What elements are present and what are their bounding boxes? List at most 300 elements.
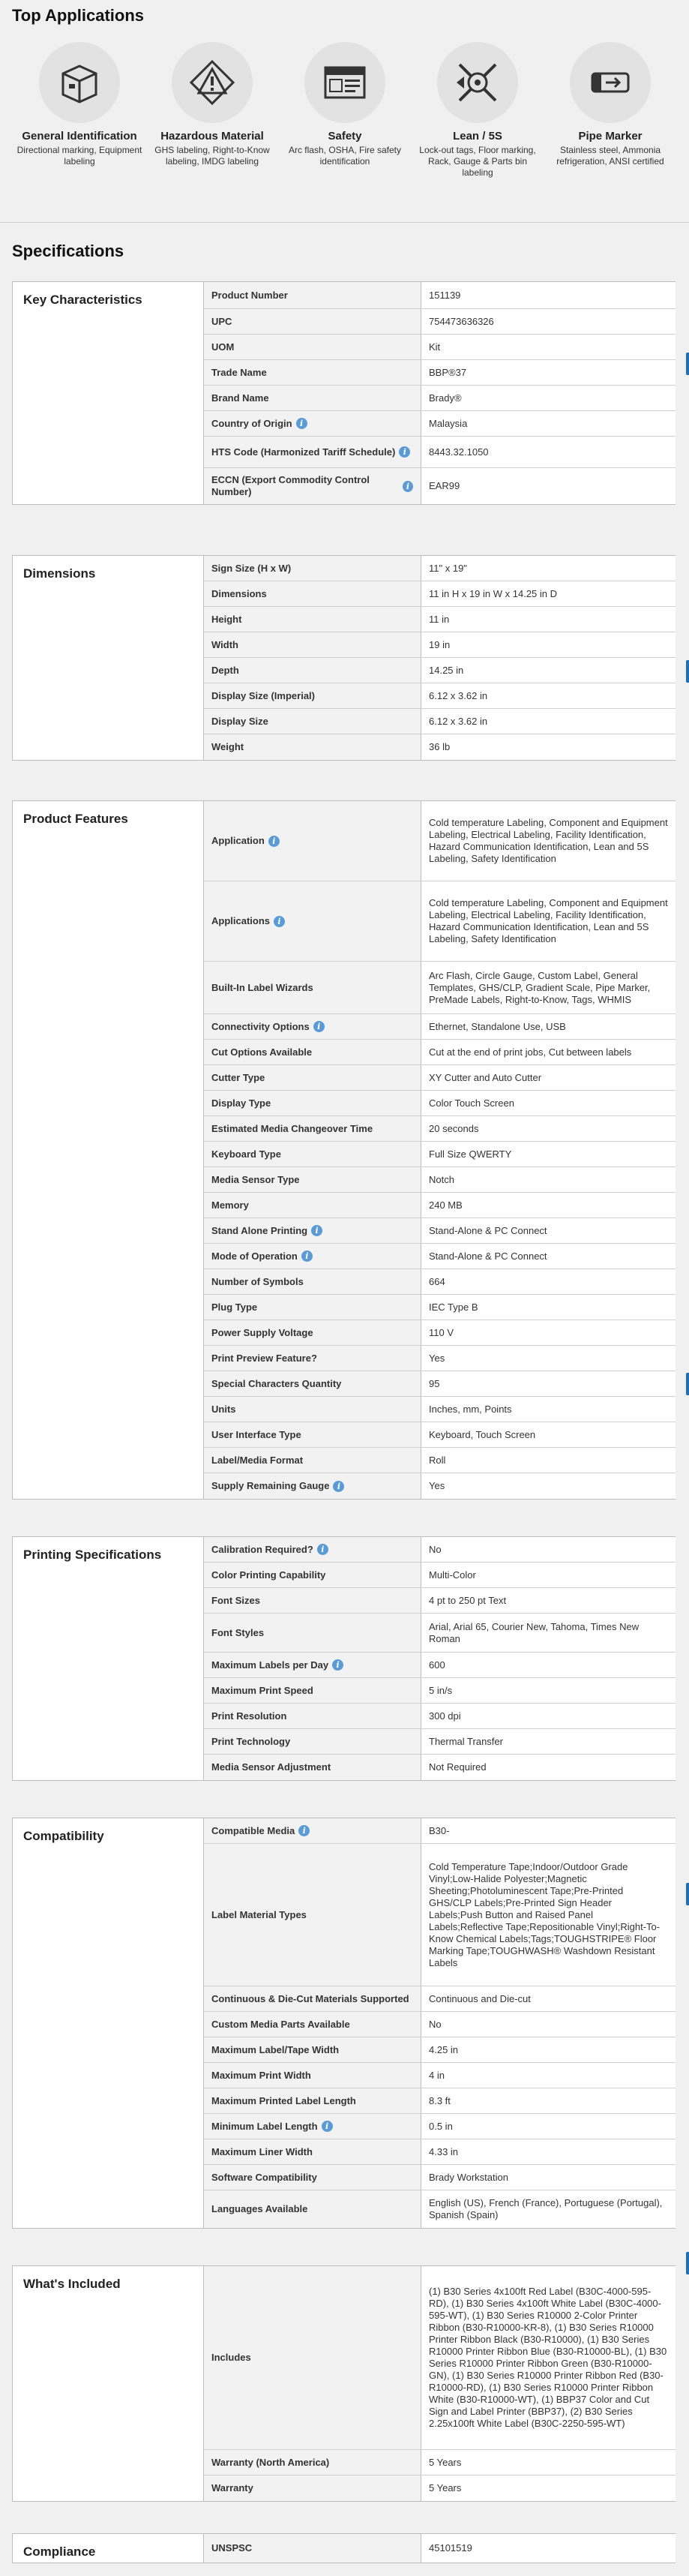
spec-label: Minimum Label Length xyxy=(211,2120,318,2132)
spec-value: 0.5 in xyxy=(421,2114,676,2139)
spec-value: 11" x 19" xyxy=(421,556,676,581)
spec-label: Continuous & Die-Cut Materials Supported xyxy=(211,1992,409,2004)
feedback-side-tab[interactable] xyxy=(686,353,689,375)
box-icon xyxy=(39,42,120,123)
info-icon[interactable]: i xyxy=(296,418,307,429)
spec-row xyxy=(204,1371,676,1397)
spec-row xyxy=(204,1397,676,1422)
spec-label-cell xyxy=(204,1014,421,1039)
spec-table xyxy=(203,2534,676,2562)
spec-value: 664 xyxy=(421,1269,676,1294)
spec-label-cell xyxy=(204,2190,421,2228)
spec-label-cell xyxy=(204,1167,421,1192)
spec-value: 300 dpi xyxy=(421,1704,676,1728)
spec-row xyxy=(204,683,676,709)
spec-label: Warranty xyxy=(211,2482,253,2493)
spec-label-cell xyxy=(204,1448,421,1473)
spec-section xyxy=(12,555,676,761)
divider xyxy=(0,222,689,223)
spec-section xyxy=(12,1818,676,2229)
spec-row xyxy=(204,309,676,335)
info-icon[interactable]: i xyxy=(274,916,285,927)
spec-label-cell xyxy=(204,2475,421,2501)
spec-label: Includes xyxy=(211,2352,251,2363)
spec-label: Display Size xyxy=(211,715,268,727)
info-icon[interactable]: i xyxy=(403,481,413,492)
spec-label: ECCN (Export Commodity Control Number) xyxy=(211,474,370,497)
spec-value: Cut at the end of print jobs, Cut between labels xyxy=(421,1040,676,1064)
info-icon[interactable]: i xyxy=(298,1825,310,1836)
spec-label-cell xyxy=(204,801,421,881)
app-pipe-marker[interactable] xyxy=(543,42,678,167)
spec-value: No xyxy=(421,1537,676,1562)
spec-label: Font Sizes xyxy=(211,1594,261,1606)
spec-label-cell xyxy=(204,1116,421,1141)
spec-value: Brady Workstation xyxy=(421,2165,676,2190)
spec-label: Color Printing Capability xyxy=(211,1569,326,1581)
spec-value: 4.25 in xyxy=(421,2037,676,2062)
spec-row xyxy=(204,437,676,468)
spec-section-title: Key Characteristics xyxy=(23,293,142,307)
spec-label: Width xyxy=(211,638,238,650)
spec-section-title: Printing Specifications xyxy=(23,1548,162,1562)
spec-section xyxy=(12,1536,676,1781)
spec-label-cell xyxy=(204,1218,421,1243)
spec-section-title: Compliance xyxy=(23,2544,96,2559)
spec-label-cell xyxy=(204,734,421,760)
spec-value: Cold temperature Labeling, Component and Equipment Labeling, Electrical Labeling, Facility Identification, Hazard Communication Identification, Lean and 5S Labeling, Safety Identification xyxy=(421,801,676,881)
spec-label: Connectivity Options xyxy=(211,1020,310,1032)
app-name: Lean / 5S xyxy=(453,130,502,143)
spec-label-cell xyxy=(204,1091,421,1115)
spec-label-cell xyxy=(204,282,421,308)
spec-row xyxy=(204,2012,676,2037)
spec-value: English (US), French (France), Portuguese (Portugal), Spanish (Spain) xyxy=(421,2190,676,2228)
spec-row xyxy=(204,581,676,607)
spec-value: 754473636326 xyxy=(421,309,676,334)
app-general-identification[interactable] xyxy=(12,42,147,167)
spec-value: 6.12 x 3.62 in xyxy=(421,709,676,734)
spec-table xyxy=(203,801,676,1499)
spec-row xyxy=(204,2114,676,2139)
app-name: Pipe Marker xyxy=(578,130,643,143)
spec-row xyxy=(204,1142,676,1167)
spec-value: 20 seconds xyxy=(421,1116,676,1141)
spec-row xyxy=(204,360,676,386)
spec-label: Label/Media Format xyxy=(211,1454,304,1466)
spec-label-cell xyxy=(204,1244,421,1268)
spec-label: Weight xyxy=(211,741,244,752)
spec-row xyxy=(204,658,676,683)
spec-label-cell xyxy=(204,1678,421,1703)
spec-value: 11 in H x 19 in W x 14.25 in D xyxy=(421,581,676,606)
spec-row xyxy=(204,962,676,1014)
info-icon[interactable]: i xyxy=(399,446,410,458)
spec-label-cell xyxy=(204,1614,421,1652)
spec-value: 110 V xyxy=(421,1320,676,1345)
spec-label-cell xyxy=(204,335,421,359)
spec-value: 8.3 ft xyxy=(421,2088,676,2113)
spec-row xyxy=(204,607,676,632)
spec-value: B30- xyxy=(421,1818,676,1843)
spec-row xyxy=(204,335,676,360)
spec-value: 4.33 in xyxy=(421,2139,676,2164)
spec-label-cell xyxy=(204,1986,421,2011)
spec-label: Compatible Media xyxy=(211,1824,295,1836)
spec-table xyxy=(203,282,676,504)
spec-row xyxy=(204,2266,676,2450)
spec-table xyxy=(203,2266,676,2501)
app-name: Safety xyxy=(328,130,362,143)
spec-value: Arc Flash, Circle Gauge, Custom Label, General Templates, GHS/CLP, Gradient Scale, Pipe Marker, PreMade Labels, Right-to-Know, Tags, WHMIS xyxy=(421,962,676,1013)
spec-label: Country of Origin xyxy=(211,417,292,429)
app-description: Lock-out tags, Floor marking, Rack, Gauge & Parts bin labeling xyxy=(419,145,536,178)
spec-row xyxy=(204,1818,676,1844)
spec-label-cell xyxy=(204,1346,421,1371)
app-description: Stainless steel, Ammonia refrigeration, ANSI certified xyxy=(556,145,664,167)
info-icon[interactable]: i xyxy=(317,1544,328,1555)
spec-section-title: Compatibility xyxy=(23,1829,104,1843)
feedback-side-tab[interactable] xyxy=(686,2252,689,2274)
spec-label: Application xyxy=(211,835,265,846)
feedback-side-tab[interactable] xyxy=(686,660,689,683)
spec-label: Product Number xyxy=(211,289,288,301)
spec-row xyxy=(204,1040,676,1065)
feedback-side-tab[interactable] xyxy=(686,1373,689,1395)
spec-value: 5 Years xyxy=(421,2450,676,2475)
app-hazardous-material[interactable] xyxy=(145,42,280,167)
spec-label: Supply Remaining Gauge xyxy=(211,1480,330,1491)
spec-value: BBP®37 xyxy=(421,360,676,385)
spec-value: Multi-Color xyxy=(421,1563,676,1587)
spec-row xyxy=(204,1755,676,1780)
spec-row xyxy=(204,468,676,504)
spec-value: IEC Type B xyxy=(421,1295,676,1320)
spec-value: Roll xyxy=(421,1448,676,1473)
spec-label: Estimated Media Changeover Time xyxy=(211,1122,373,1134)
spec-value: 5 Years xyxy=(421,2475,676,2501)
spec-label: Units xyxy=(211,1403,236,1415)
spec-value: 4 in xyxy=(421,2063,676,2088)
spec-label-cell xyxy=(204,437,421,467)
spec-section xyxy=(12,2533,676,2563)
spec-value: 36 lb xyxy=(421,734,676,760)
spec-label-cell xyxy=(204,556,421,581)
spec-value: Yes xyxy=(421,1473,676,1499)
spec-value: XY Cutter and Auto Cutter xyxy=(421,1065,676,1090)
spec-section-title: Dimensions xyxy=(23,566,96,581)
pipe-marker-icon xyxy=(570,42,651,123)
spec-label: Maximum Liner Width xyxy=(211,2145,313,2157)
spec-label: Keyboard Type xyxy=(211,1148,281,1160)
spec-label: Brand Name xyxy=(211,392,269,404)
spec-row xyxy=(204,2165,676,2190)
spec-label-cell xyxy=(204,881,421,961)
app-description: GHS labeling, Right-to-Know labeling, IMDG labeling xyxy=(154,145,270,167)
spec-value: 19 in xyxy=(421,632,676,657)
spec-label-cell xyxy=(204,309,421,334)
spec-row xyxy=(204,1563,676,1588)
spec-value: Notch xyxy=(421,1167,676,1192)
spec-label-cell xyxy=(204,2139,421,2164)
spec-label-cell xyxy=(204,1537,421,1562)
spec-row xyxy=(204,1537,676,1563)
info-icon[interactable]: i xyxy=(333,1481,344,1492)
spec-label: Memory xyxy=(211,1199,249,1211)
spec-row xyxy=(204,1729,676,1755)
spec-row xyxy=(204,1473,676,1499)
spec-row xyxy=(204,1678,676,1704)
specifications-title: Specifications xyxy=(12,242,124,260)
spec-value: Yes xyxy=(421,1346,676,1371)
spec-label: Depth xyxy=(211,664,239,676)
spec-label-cell xyxy=(204,632,421,657)
spec-value: 14.25 in xyxy=(421,658,676,683)
spec-row xyxy=(204,1614,676,1653)
info-icon[interactable]: i xyxy=(332,1659,343,1671)
app-lean-5s[interactable] xyxy=(410,42,545,179)
spec-row xyxy=(204,1193,676,1218)
spec-label-cell xyxy=(204,1818,421,1843)
spec-row xyxy=(204,1448,676,1473)
spec-label: Built-In Label Wizards xyxy=(211,981,313,993)
spec-label: Maximum Labels per Day xyxy=(211,1659,329,1671)
spec-label-cell xyxy=(204,360,421,385)
lean-5s-icon xyxy=(437,42,518,123)
spec-table xyxy=(203,1537,676,1780)
feedback-side-tab[interactable] xyxy=(686,1883,689,1905)
spec-row xyxy=(204,1269,676,1295)
spec-value: 6.12 x 3.62 in xyxy=(421,683,676,708)
spec-row xyxy=(204,1704,676,1729)
hazard-diamond-icon xyxy=(172,42,253,123)
spec-value: 45101519 xyxy=(421,2534,676,2562)
spec-table xyxy=(203,556,676,760)
spec-label-cell xyxy=(204,2012,421,2037)
spec-label: Print Preview Feature? xyxy=(211,1352,317,1364)
spec-row xyxy=(204,2037,676,2063)
spec-section-title: Product Features xyxy=(23,812,128,826)
spec-row xyxy=(204,1346,676,1371)
spec-label: Warranty (North America) xyxy=(211,2456,330,2468)
spec-value: 600 xyxy=(421,1653,676,1677)
spec-label: Languages Available xyxy=(211,2203,308,2214)
spec-label-cell xyxy=(204,1193,421,1217)
spec-row xyxy=(204,1091,676,1116)
spec-section xyxy=(12,800,676,1500)
spec-label: Cutter Type xyxy=(211,1071,265,1083)
spec-value: 95 xyxy=(421,1371,676,1396)
spec-value: Cold Temperature Tape;Indoor/Outdoor Grade Vinyl;Low-Halide Polyester;Magnetic Sheeting;Photoluminescent Tape;Pre-Printed GHS/CLP Labels;Pre-Printed Sign Header Labels;Push Button and Raised Panel Labels;Reflective Tape;Repositionable Vinyl;Right-To-Know Chemical Labels;Tags;TOUGHSTRIPE® Floor Marking Tape;TOUGHWASH® Washdown Resistant Labels xyxy=(421,1844,676,1986)
spec-value: Stand-Alone & PC Connect xyxy=(421,1244,676,1268)
spec-label-cell xyxy=(204,1844,421,1986)
spec-label: Dimensions xyxy=(211,587,267,599)
spec-label: Software Compatibility xyxy=(211,2171,317,2183)
spec-label: Special Characters Quantity xyxy=(211,1377,342,1389)
spec-row xyxy=(204,1844,676,1986)
spec-value: Full Size QWERTY xyxy=(421,1142,676,1166)
spec-label-cell xyxy=(204,683,421,708)
spec-label-cell xyxy=(204,1588,421,1613)
spec-label: Maximum Label/Tape Width xyxy=(211,2043,340,2055)
spec-label-cell xyxy=(204,2114,421,2139)
spec-label: UNSPSC xyxy=(211,2542,253,2553)
spec-row xyxy=(204,709,676,734)
spec-row xyxy=(204,1986,676,2012)
spec-value: 4 pt to 250 pt Text xyxy=(421,1588,676,1613)
spec-value: (1) B30 Series 4x100ft Red Label (B30C-4000-595-RD), (1) B30 Series 4x100ft White Label (B30C-4000-595-WT), (1) B30 Series R10000 2-Color Printer Ribbon (B30-R10000-KR-8), (1) B30 Series R10000 Printer Ribbon Black (B30-R10000), (1) B30 Series R10000 Printer Ribbon Blue (B30-R10000-BL), (1) B30 Series R10000 Printer Ribbon Green (B30-R10000-GN), (1) B30 Series R10000 Printer Ribbon Red (B30-R10000-RD), (1) B30 Series R10000 Printer Ribbon White (B30-R10000-WT), (1) BBP37 Color and Cut Sign and Label Printer (BBP37), (2) B30 Series 2.25x100ft White Label (B30C-2250-595-WT) xyxy=(421,2266,676,2449)
spec-label: Media Sensor Adjustment xyxy=(211,1761,331,1773)
info-icon[interactable]: i xyxy=(301,1250,313,1262)
spec-label: Display Type xyxy=(211,1097,271,1109)
spec-row xyxy=(204,632,676,658)
spec-value: Malaysia xyxy=(421,411,676,436)
top-applications-list xyxy=(12,42,677,192)
spec-value: 8443.32.1050 xyxy=(421,437,676,467)
spec-label-cell xyxy=(204,1729,421,1754)
spec-label-cell xyxy=(204,1295,421,1320)
spec-label-cell xyxy=(204,1653,421,1677)
spec-label: Custom Media Parts Available xyxy=(211,2018,350,2030)
spec-label-cell xyxy=(204,2088,421,2113)
top-applications-title: Top Applications xyxy=(12,6,144,25)
spec-label: Maximum Print Width xyxy=(211,2069,311,2081)
spec-row xyxy=(204,1295,676,1320)
spec-label-cell xyxy=(204,2063,421,2088)
spec-value: 11 in xyxy=(421,607,676,632)
spec-label: Maximum Printed Label Length xyxy=(211,2094,356,2106)
spec-section xyxy=(12,2265,676,2502)
spec-row xyxy=(204,2475,676,2501)
spec-label-cell xyxy=(204,607,421,632)
spec-value: 240 MB xyxy=(421,1193,676,1217)
info-icon[interactable]: i xyxy=(322,2121,333,2132)
spec-section xyxy=(12,281,676,505)
spec-label-cell xyxy=(204,658,421,683)
spec-value: Stand-Alone & PC Connect xyxy=(421,1218,676,1243)
spec-label-cell xyxy=(204,2266,421,2449)
spec-label: Cut Options Available xyxy=(211,1046,313,1058)
spec-value: 5 in/s xyxy=(421,1678,676,1703)
spec-label: Font Styles xyxy=(211,1626,265,1638)
spec-row xyxy=(204,1065,676,1091)
spec-row xyxy=(204,2450,676,2475)
info-icon[interactable]: i xyxy=(313,1021,325,1032)
spec-value: No xyxy=(421,2012,676,2037)
spec-label: Media Sensor Type xyxy=(211,1173,300,1185)
spec-label-cell xyxy=(204,581,421,606)
spec-label-cell xyxy=(204,2450,421,2475)
spec-label: Stand Alone Printing xyxy=(211,1224,308,1236)
spec-value: Arial, Arial 65, Courier New, Tahoma, Times New Roman xyxy=(421,1614,676,1652)
spec-row xyxy=(204,2190,676,2228)
spec-row xyxy=(204,881,676,962)
spec-label-cell xyxy=(204,1065,421,1090)
spec-label: Label Material Types xyxy=(211,1908,307,1920)
spec-value: Inches, mm, Points xyxy=(421,1397,676,1422)
spec-label-cell xyxy=(204,1142,421,1166)
spec-label-cell xyxy=(204,1755,421,1780)
spec-row xyxy=(204,801,676,881)
info-icon[interactable]: i xyxy=(311,1225,322,1236)
spec-row xyxy=(204,282,676,309)
spec-label-cell xyxy=(204,962,421,1013)
spec-value: Kit xyxy=(421,335,676,359)
spec-label: Display Size (Imperial) xyxy=(211,689,315,701)
spec-row xyxy=(204,1244,676,1269)
spec-label: Power Supply Voltage xyxy=(211,1326,313,1338)
app-name: Hazardous Material xyxy=(160,130,264,143)
spec-label: Sign Size (H x W) xyxy=(211,562,292,574)
spec-row xyxy=(204,411,676,437)
spec-label: HTS Code (Harmonized Tariff Schedule) xyxy=(211,446,396,458)
app-name: General Identification xyxy=(22,130,137,143)
spec-label-cell xyxy=(204,2165,421,2190)
spec-row xyxy=(204,2534,676,2562)
spec-row xyxy=(204,1014,676,1040)
spec-label-cell xyxy=(204,1371,421,1396)
spec-value: Continuous and Die-cut xyxy=(421,1986,676,2011)
spec-label-cell xyxy=(204,468,421,504)
spec-label-cell xyxy=(204,1040,421,1064)
spec-row xyxy=(204,1116,676,1142)
spec-row xyxy=(204,1167,676,1193)
spec-label: Print Technology xyxy=(211,1735,291,1747)
spec-value: Keyboard, Touch Screen xyxy=(421,1422,676,1447)
spec-label: Calibration Required? xyxy=(211,1543,313,1555)
info-icon[interactable]: i xyxy=(268,836,280,847)
spec-label-cell xyxy=(204,2037,421,2062)
spec-value: Ethernet, Standalone Use, USB xyxy=(421,1014,676,1039)
spec-row xyxy=(204,1422,676,1448)
app-safety[interactable] xyxy=(277,42,412,167)
spec-label-cell xyxy=(204,1397,421,1422)
spec-row xyxy=(204,734,676,760)
spec-section-title: What's Included xyxy=(23,2277,121,2291)
spec-label: UPC xyxy=(211,315,232,327)
spec-label-cell xyxy=(204,2534,421,2562)
spec-row xyxy=(204,2139,676,2165)
spec-label: Number of Symbols xyxy=(211,1275,304,1287)
app-description: Arc flash, OSHA, Fire safety identification xyxy=(288,145,402,167)
spec-label-cell xyxy=(204,1269,421,1294)
spec-row xyxy=(204,2063,676,2088)
spec-row xyxy=(204,1320,676,1346)
spec-label: Maximum Print Speed xyxy=(211,1684,313,1696)
safety-sign-icon xyxy=(304,42,385,123)
spec-value: EAR99 xyxy=(421,468,676,504)
spec-label: UOM xyxy=(211,341,235,353)
spec-row xyxy=(204,556,676,581)
spec-label: Plug Type xyxy=(211,1301,258,1313)
spec-value: Cold temperature Labeling, Component and Equipment Labeling, Electrical Labeling, Facility Identification, Hazard Communication Identification, Lean and 5S Labeling, Safety Identification xyxy=(421,881,676,961)
spec-row xyxy=(204,1588,676,1614)
spec-table xyxy=(203,1818,676,2228)
spec-value: Brady® xyxy=(421,386,676,410)
spec-label-cell xyxy=(204,1422,421,1447)
spec-label-cell xyxy=(204,709,421,734)
spec-label-cell xyxy=(204,1563,421,1587)
spec-label: Applications xyxy=(211,915,271,926)
spec-row xyxy=(204,1218,676,1244)
spec-value: 151139 xyxy=(421,282,676,308)
spec-value: Color Touch Screen xyxy=(421,1091,676,1115)
spec-label-cell xyxy=(204,1704,421,1728)
spec-label: Trade Name xyxy=(211,366,267,378)
spec-value: Thermal Transfer xyxy=(421,1729,676,1754)
spec-label-cell xyxy=(204,1473,421,1499)
spec-row xyxy=(204,386,676,411)
